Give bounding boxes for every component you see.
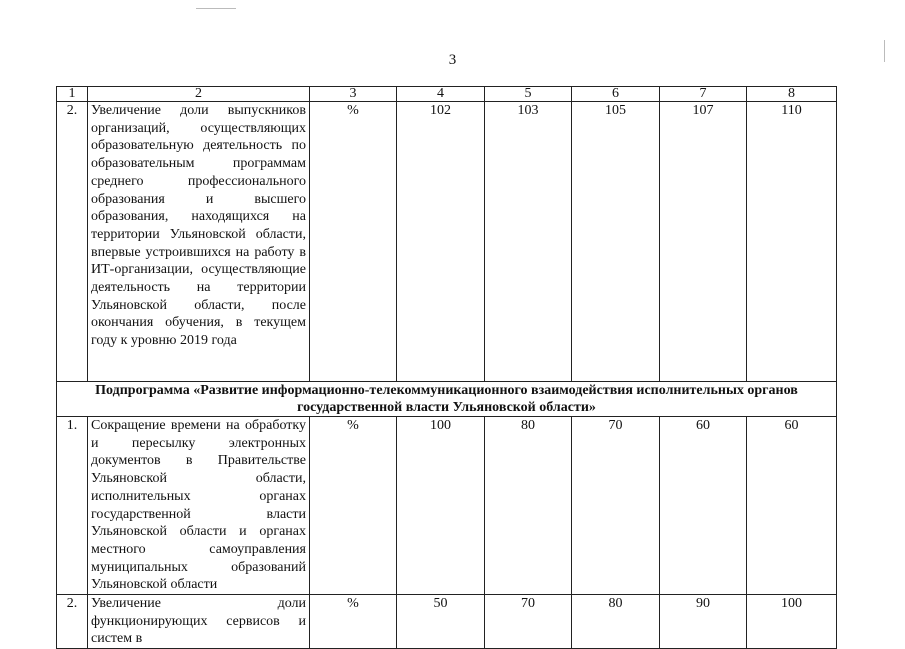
row-number: 2. [57,595,88,649]
value-cell: 100 [397,417,485,595]
unit-cell: % [310,595,397,649]
indicator-description: Сокращение времени на обработку и пересылку электронных документов в Правительстве Ульяновской области, исполнительных органах государственной власти Ульяновской области и органах местного самоуправления муниципальных образований Ульяновской области [88,417,310,595]
scan-speck-top [196,8,236,9]
unit-cell: % [310,102,397,382]
value-cell: 60 [660,417,747,595]
value-cell: 50 [397,595,485,649]
column-number-header: 3 [310,87,397,102]
indicators-table [56,86,837,649]
value-cell: 70 [572,417,660,595]
indicator-description: Увеличение доли выпускников организаций, осуществляющих образовательную деятельность по образовательным программам среднего профессионального образования и высшего образования, находящихся на территории Ульяновской области, впервые устроившихся на работу в ИТ-организации, осуществляющие деятельность на территории Ульяновской области, после окончания обучения, в текущем году к уровню 2019 года [88,102,310,382]
scan-speck-right [884,40,885,62]
table-row [57,102,837,382]
value-cell: 70 [485,595,572,649]
value-cell: 105 [572,102,660,382]
value-cell: 107 [660,102,747,382]
indicator-description: Увеличение доли функционирующих сервисов и систем в [88,595,310,649]
value-cell: 102 [397,102,485,382]
value-cell: 60 [747,417,837,595]
table-row [57,595,837,649]
value-cell: 110 [747,102,837,382]
row-number: 1. [57,417,88,595]
page-number: 3 [448,52,457,68]
value-cell: 100 [747,595,837,649]
subprogram-row [57,382,837,417]
column-number-header: 2 [88,87,310,102]
value-cell: 103 [485,102,572,382]
subprogram-title: Подпрограмма «Развитие информационно-телекоммуникационного взаимодействия исполнительных органов государственной власти Ульяновской области» [57,382,837,417]
unit-cell: % [310,417,397,595]
column-number-header: 4 [397,87,485,102]
table-row [57,417,837,595]
value-cell: 80 [572,595,660,649]
column-number-header: 7 [660,87,747,102]
column-number-header: 1 [57,87,88,102]
value-cell: 80 [485,417,572,595]
row-number: 2. [57,102,88,382]
column-number-header: 5 [485,87,572,102]
column-number-row [57,87,837,102]
value-cell: 90 [660,595,747,649]
column-number-header: 6 [572,87,660,102]
column-number-header: 8 [747,87,837,102]
